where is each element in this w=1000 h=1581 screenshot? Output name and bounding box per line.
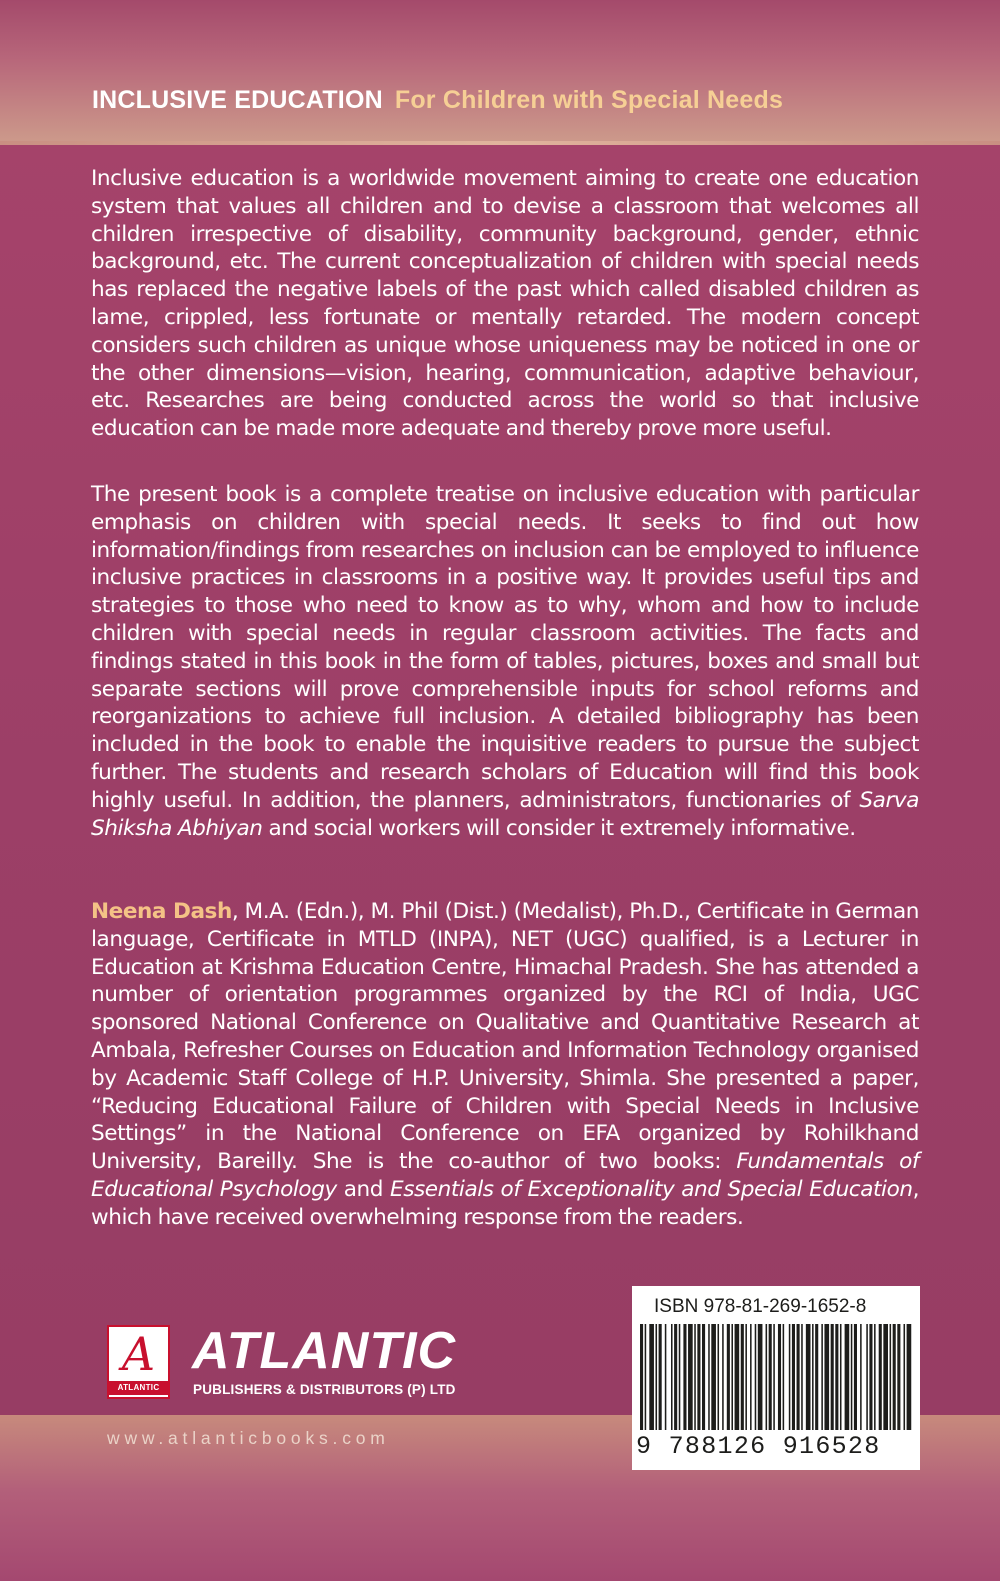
barcode-icon <box>638 1324 914 1430</box>
barcode-bar <box>879 1324 882 1430</box>
barcode-bar <box>735 1324 740 1430</box>
barcode-bar <box>694 1324 696 1430</box>
barcode-bar <box>683 1324 686 1430</box>
author-bio-b: , which have received overwhelming response from the readers. <box>91 1176 919 1230</box>
barcode-bar <box>851 1324 853 1430</box>
barcode-bar <box>731 1324 733 1430</box>
author-bio-text <box>91 898 919 1232</box>
barcode-bar <box>812 1324 814 1430</box>
book-title-1: Fundamentals of Educational Psychology <box>91 1149 919 1202</box>
barcode-bar <box>727 1324 730 1430</box>
barcode-bar <box>674 1324 677 1430</box>
description-text-1: Inclusive education is a worldwide movement aiming to create one education system that values all children and to devise a classroom that welcomes all children irrespective of disability, community background, gender, ethnic background, etc. The current conceptualization of children with special needs has replaced the negative labels of the past which called disabled children as lame, crippled, less fortunate or mentally retarded. The modern concept considers such children as unique whose uniqueness may be noticed in one or the other dimensions—vision, hearing, communication, adaptive behaviour, etc. Researches are being conducted across the world so that inclusive education can be made more adequate and thereby prove more useful. <box>91 166 919 442</box>
book-subtitle: For Children with Special Needs <box>394 86 784 114</box>
barcode-bar <box>656 1324 658 1430</box>
barcode-bar <box>708 1324 710 1430</box>
program-name: Sarva Shiksha Abhiyan <box>91 787 919 841</box>
barcode-bar <box>679 1324 681 1430</box>
barcode-bar <box>815 1324 818 1430</box>
publisher-logo <box>107 1322 507 1405</box>
barcode-bar <box>789 1324 791 1430</box>
header-band <box>0 0 1000 145</box>
barcode-bar <box>835 1324 838 1430</box>
barcode-bar <box>883 1324 888 1430</box>
barcode-bar <box>722 1324 724 1430</box>
publisher-name: ATLANTIC <box>192 1322 457 1380</box>
isbn-barcode-box <box>632 1286 920 1470</box>
description-paragraph-1 <box>91 165 919 443</box>
barcode-bar <box>897 1324 900 1430</box>
barcode-bar <box>649 1324 654 1430</box>
barcode-bar <box>745 1324 747 1430</box>
barcode-bar <box>773 1324 775 1430</box>
barcode-bar <box>741 1324 744 1430</box>
barcode-bar <box>806 1324 811 1430</box>
book-title: INCLUSIVE EDUCATION <box>92 86 383 114</box>
barcode-digits: 9 788126 916528 <box>636 1432 881 1461</box>
cover-title <box>92 86 922 126</box>
barcode-bar <box>874 1324 876 1430</box>
barcode-bar <box>758 1324 763 1430</box>
barcode-bar <box>755 1324 757 1430</box>
barcode-bar <box>665 1324 667 1430</box>
barcode-bar <box>750 1324 752 1430</box>
barcode-bar <box>840 1324 842 1430</box>
barcode-bar <box>640 1324 643 1430</box>
barcode-bar <box>869 1324 872 1430</box>
publisher-tagline: PUBLISHERS & DISTRIBUTORS (P) LTD <box>193 1382 456 1397</box>
barcode-bar <box>890 1324 892 1430</box>
barcode-bar <box>907 1324 912 1430</box>
author-bio-and: and <box>336 1176 391 1202</box>
author-bio <box>91 898 919 1232</box>
barcode-bar <box>860 1324 862 1430</box>
description-text-2 <box>91 481 919 842</box>
barcode-bar <box>792 1324 795 1430</box>
barcode-bar <box>671 1324 673 1430</box>
publisher-website: www.atlanticbooks.com <box>107 1428 390 1448</box>
barcode-bar <box>688 1324 693 1430</box>
barcode-bar <box>783 1324 785 1430</box>
barcode-bar <box>824 1324 829 1430</box>
description-text-2a: The present book is a complete treatise on inclusive education with particular emphasis on children with special needs. It seeks to find out how information/findings from researches on inclusion can be employed to influence inclusive practices in classrooms in a positive way. It provides useful tips and strategies to those who need to know as to why, whom and how to include children with special needs in regular classroom activities. The facts and findings stated in this book in the form of tables, pictures, boxes and small but separate sections will prove comprehensible inputs for school reforms and reorganizations to achieve full inclusion. A detailed bibliography has been included in the book to enable the inquisitive readers to pursue the subject further. The students and research scholars of Education will find this book highly useful. In addition, the planners, administrators, functionaries of <box>91 482 919 813</box>
description-paragraph-2 <box>91 481 919 842</box>
author-bio-a: , M.A. (Edn.), M. Phil (Dist.) (Medalist), Ph.D., Certificate in German language, Certificate in MTLD (INPA), NET (UGC) qualified, is a Lecturer in Education at Krishma Education Centre, Himachal Pradesh. She has attended a number of orientation programmes organized by the RCI of India, UGC sponsored National Conference on Qualitative and Quantitative Research at Ambala, Refresher Courses on Education and Information Technology organised by Academic Staff College of H.P. University, Shimla. She presented a paper, “Reducing Educational Failure of Children with Special Needs in Inclusive Settings” in the National Conference on EFA organized by Rohilkhand University, Bareilly. She is the co-author of two books: <box>91 899 919 1175</box>
barcode-bar <box>645 1324 647 1430</box>
barcode-bar <box>893 1324 896 1430</box>
barcode-bar <box>866 1324 868 1430</box>
barcode-bar <box>718 1324 720 1430</box>
barcode-bar <box>659 1324 662 1430</box>
barcode-bar <box>904 1324 906 1430</box>
logo-letter-a-icon: A <box>121 1327 156 1381</box>
description-text-2b: and social workers will consider it extremely informative. <box>262 815 856 841</box>
barcode-bar <box>797 1324 800 1430</box>
publisher-logo-mark <box>107 1325 170 1399</box>
barcode-bar <box>778 1324 781 1430</box>
barcode-bar <box>702 1324 705 1430</box>
barcode-bar <box>769 1324 772 1430</box>
barcode-bar <box>766 1324 768 1430</box>
isbn-label: ISBN 978-81-269-1652-8 <box>654 1296 867 1317</box>
book-title-2: Essentials of Exceptionality and Special Education <box>390 1176 913 1202</box>
barcode-bar <box>845 1324 850 1430</box>
logo-small-label: ATLANTIC <box>109 1381 168 1395</box>
author-name: Neena Dash <box>91 899 232 924</box>
barcode-bar <box>831 1324 834 1430</box>
barcode-bar <box>697 1324 700 1430</box>
barcode-bar <box>821 1324 823 1430</box>
barcode-bar <box>711 1324 716 1430</box>
barcode-bar <box>854 1324 857 1430</box>
barcode-bar <box>801 1324 803 1430</box>
